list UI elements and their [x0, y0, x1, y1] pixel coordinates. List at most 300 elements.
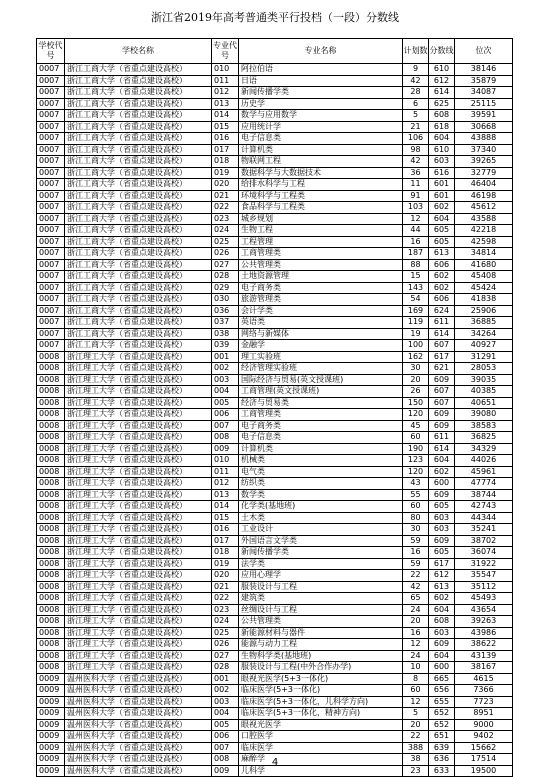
cell-plan-count: 60	[403, 432, 429, 444]
cell-score-line: 603	[429, 512, 455, 524]
cell-major-code: 015	[212, 512, 239, 524]
cell-major-code: 001	[212, 673, 239, 685]
cell-score-line: 614	[429, 87, 455, 99]
cell-major-name: 应用心理学	[239, 570, 403, 582]
cell-score-line: 609	[429, 535, 455, 547]
cell-score-line: 604	[429, 604, 455, 616]
cell-major-code: 023	[212, 604, 239, 616]
cell-rank: 42743	[455, 501, 513, 513]
cell-school-name: 浙江理工大学（省重点建设高校）	[65, 616, 212, 628]
cell-plan-count: 22	[403, 570, 429, 582]
cell-school-code: 0009	[37, 685, 65, 697]
cell-major-name: 化学类(基地班)	[239, 501, 403, 513]
cell-plan-count: 91	[403, 190, 429, 202]
table-row	[37, 581, 513, 593]
cell-school-name: 浙江理工大学（省重点建设高校）	[65, 604, 212, 616]
cell-major-code: 005	[212, 397, 239, 409]
cell-school-code: 0007	[37, 144, 65, 156]
cell-major-name: 电子信息类	[239, 133, 403, 145]
cell-school-name: 浙江工商大学（省重点建设高校）	[65, 271, 212, 283]
cell-school-name: 浙江工商大学（省重点建设高校）	[65, 179, 212, 191]
cell-score-line: 609	[429, 374, 455, 386]
cell-major-code: 003	[212, 374, 239, 386]
table-header-row	[37, 39, 513, 64]
cell-school-name: 浙江工商大学（省重点建设高校）	[65, 98, 212, 110]
cell-major-name: 工程管理	[239, 236, 403, 248]
cell-major-name: 经济管理实验班	[239, 363, 403, 375]
table-row	[37, 731, 513, 743]
cell-major-code: 012	[212, 87, 239, 99]
cell-score-line: 604	[429, 455, 455, 467]
cell-rank: 39035	[455, 374, 513, 386]
cell-school-name: 浙江工商大学（省重点建设高校）	[65, 317, 212, 329]
cell-school-name: 浙江理工大学（省重点建设高校）	[65, 558, 212, 570]
cell-rank: 38702	[455, 535, 513, 547]
cell-score-line: 602	[429, 466, 455, 478]
cell-rank: 25906	[455, 305, 513, 317]
cell-rank: 46404	[455, 179, 513, 191]
cell-plan-count: 24	[403, 650, 429, 662]
cell-rank: 30668	[455, 121, 513, 133]
table-row	[37, 121, 513, 133]
cell-school-name: 浙江理工大学（省重点建设高校）	[65, 420, 212, 432]
table-row	[37, 225, 513, 237]
table-row	[37, 305, 513, 317]
cell-major-code: 027	[212, 259, 239, 271]
cell-major-name: 生物工程	[239, 225, 403, 237]
cell-major-code: 008	[212, 432, 239, 444]
cell-major-code: 015	[212, 121, 239, 133]
table-row	[37, 512, 513, 524]
cell-score-line: 602	[429, 271, 455, 283]
cell-score-line: 655	[429, 696, 455, 708]
cell-school-name: 温州医科大学（省重点建设高校）	[65, 754, 212, 766]
cell-school-code: 0008	[37, 420, 65, 432]
cell-major-code: 019	[212, 167, 239, 179]
cell-major-name: 土木类	[239, 512, 403, 524]
table-row	[37, 420, 513, 432]
cell-school-code: 0008	[37, 501, 65, 513]
cell-plan-count: 119	[403, 317, 429, 329]
cell-school-code: 0008	[37, 489, 65, 501]
cell-major-name: 环境科学与工程类	[239, 190, 403, 202]
cell-school-name: 浙江理工大学（省重点建设高校）	[65, 466, 212, 478]
table-row	[37, 167, 513, 179]
cell-major-code: 021	[212, 581, 239, 593]
cell-major-code: 018	[212, 547, 239, 559]
cell-school-name: 温州医科大学（省重点建设高校）	[65, 685, 212, 697]
cell-school-name: 浙江工商大学（省重点建设高校）	[65, 202, 212, 214]
cell-school-name: 浙江理工大学（省重点建设高校）	[65, 547, 212, 559]
cell-plan-count: 36	[403, 167, 429, 179]
cell-school-name: 浙江理工大学（省重点建设高校）	[65, 639, 212, 651]
table-row	[37, 719, 513, 731]
cell-school-name: 浙江理工大学（省重点建设高校）	[65, 489, 212, 501]
cell-school-name: 浙江工商大学（省重点建设高校）	[65, 225, 212, 237]
cell-major-name: 丝绸设计与工程	[239, 604, 403, 616]
cell-school-name: 浙江理工大学（省重点建设高校）	[65, 570, 212, 582]
table-row	[37, 662, 513, 674]
cell-major-code: 002	[212, 363, 239, 375]
cell-major-name: 应用统计学	[239, 121, 403, 133]
cell-score-line: 656	[429, 685, 455, 697]
cell-school-code: 0009	[37, 765, 65, 777]
cell-rank: 40927	[455, 340, 513, 352]
page-title: 浙江省2019年高考普通类平行投档（一段）分数线	[151, 11, 399, 24]
cell-score-line: 625	[429, 98, 455, 110]
cell-school-code: 0007	[37, 156, 65, 168]
cell-score-line: 603	[429, 627, 455, 639]
cell-school-name: 浙江理工大学（省重点建设高校）	[65, 512, 212, 524]
cell-plan-count: 190	[403, 443, 429, 455]
cell-score-line: 614	[429, 443, 455, 455]
cell-major-name: 外国语言文学类	[239, 535, 403, 547]
cell-plan-count: 388	[403, 742, 429, 754]
cell-plan-count: 22	[403, 731, 429, 743]
cell-major-name: 电子信息类	[239, 432, 403, 444]
table-row	[37, 179, 513, 191]
header-major-code: 专业代号	[212, 39, 239, 64]
cell-rank: 45961	[455, 466, 513, 478]
table-row	[37, 144, 513, 156]
table-row	[37, 202, 513, 214]
cell-major-code: 019	[212, 558, 239, 570]
cell-school-code: 0007	[37, 305, 65, 317]
cell-major-code: 013	[212, 489, 239, 501]
table-row	[37, 558, 513, 570]
cell-score-line: 610	[429, 64, 455, 76]
table-row	[37, 386, 513, 398]
cell-score-line: 604	[429, 133, 455, 145]
cell-score-line: 603	[429, 156, 455, 168]
table-row	[37, 616, 513, 628]
table-row	[37, 156, 513, 168]
cell-major-name: 机械类	[239, 455, 403, 467]
cell-score-line: 610	[429, 144, 455, 156]
cell-school-code: 0008	[37, 547, 65, 559]
cell-score-line: 608	[429, 616, 455, 628]
cell-school-code: 0008	[37, 432, 65, 444]
cell-plan-count: 43	[403, 478, 429, 490]
cell-school-name: 浙江理工大学（省重点建设高校）	[65, 351, 212, 363]
cell-rank: 37340	[455, 144, 513, 156]
cell-major-code: 007	[212, 420, 239, 432]
cell-plan-count: 80	[403, 512, 429, 524]
cell-school-code: 0007	[37, 167, 65, 179]
cell-major-code: 014	[212, 501, 239, 513]
cell-rank: 31922	[455, 558, 513, 570]
cell-school-name: 浙江工商大学（省重点建设高校）	[65, 340, 212, 352]
cell-rank: 36825	[455, 432, 513, 444]
cell-rank: 35112	[455, 581, 513, 593]
cell-rank: 47774	[455, 478, 513, 490]
cell-score-line: 621	[429, 363, 455, 375]
cell-major-name: 阿拉伯语	[239, 64, 403, 76]
cell-plan-count: 60	[403, 501, 429, 513]
cell-school-code: 0007	[37, 294, 65, 306]
cell-score-line: 609	[429, 420, 455, 432]
cell-major-code: 001	[212, 351, 239, 363]
cell-major-code: 024	[212, 616, 239, 628]
cell-school-name: 浙江理工大学（省重点建设高校）	[65, 581, 212, 593]
cell-school-name: 浙江理工大学（省重点建设高校）	[65, 650, 212, 662]
table-row	[37, 696, 513, 708]
table-row	[37, 248, 513, 260]
cell-score-line: 603	[429, 524, 455, 536]
cell-major-name: 麻醉学	[239, 754, 403, 766]
header-major-name: 专业名称	[239, 39, 403, 64]
cell-plan-count: 42	[403, 156, 429, 168]
cell-plan-count: 15	[403, 271, 429, 283]
cell-school-code: 0008	[37, 604, 65, 616]
cell-school-name: 浙江工商大学（省重点建设高校）	[65, 213, 212, 225]
cell-major-code: 010	[212, 64, 239, 76]
table-row	[37, 64, 513, 76]
cell-score-line: 639	[429, 742, 455, 754]
cell-school-code: 0007	[37, 202, 65, 214]
cell-school-code: 0009	[37, 731, 65, 743]
cell-major-name: 建筑类	[239, 593, 403, 605]
cell-major-name: 工业设计	[239, 524, 403, 536]
cell-school-code: 0007	[37, 328, 65, 340]
cell-score-line: 605	[429, 501, 455, 513]
cell-rank: 44344	[455, 512, 513, 524]
cell-school-code: 0007	[37, 213, 65, 225]
cell-school-code: 0008	[37, 593, 65, 605]
cell-school-name: 浙江工商大学（省重点建设高校）	[65, 156, 212, 168]
cell-rank: 34264	[455, 328, 513, 340]
cell-school-name: 温州医科大学（省重点建设高校）	[65, 731, 212, 743]
cell-score-line: 604	[429, 650, 455, 662]
cell-school-name: 浙江工商大学（省重点建设高校）	[65, 236, 212, 248]
cell-school-name: 浙江理工大学（省重点建设高校）	[65, 455, 212, 467]
cell-rank: 41680	[455, 259, 513, 271]
cell-rank: 38583	[455, 420, 513, 432]
cell-major-name: 电子商务类	[239, 420, 403, 432]
cell-major-name: 公共管理类	[239, 616, 403, 628]
cell-school-name: 温州医科大学（省重点建设高校）	[65, 708, 212, 720]
cell-major-name: 电子商务类	[239, 282, 403, 294]
cell-major-name: 旅游管理类	[239, 294, 403, 306]
cell-score-line: 609	[429, 489, 455, 501]
cell-major-code: 027	[212, 650, 239, 662]
cell-school-name: 浙江工商大学（省重点建设高校）	[65, 133, 212, 145]
cell-school-name: 浙江理工大学（省重点建设高校）	[65, 432, 212, 444]
cell-school-name: 浙江工商大学（省重点建设高校）	[65, 305, 212, 317]
cell-major-name: 生物科学类(基地班)	[239, 650, 403, 662]
cell-score-line: 601	[429, 190, 455, 202]
cell-plan-count: 20	[403, 719, 429, 731]
cell-score-line: 606	[429, 259, 455, 271]
cell-rank: 36885	[455, 317, 513, 329]
cell-plan-count: 24	[403, 604, 429, 616]
cell-plan-count: 26	[403, 386, 429, 398]
cell-score-line: 612	[429, 75, 455, 87]
cell-score-line: 633	[429, 765, 455, 777]
cell-school-code: 0008	[37, 627, 65, 639]
cell-major-code: 007	[212, 742, 239, 754]
cell-rank: 45612	[455, 202, 513, 214]
cell-school-code: 0007	[37, 64, 65, 76]
cell-major-code: 023	[212, 213, 239, 225]
cell-plan-count: 16	[403, 547, 429, 559]
cell-major-name: 能源与动力工程	[239, 639, 403, 651]
cell-major-name: 计算机类	[239, 443, 403, 455]
cell-rank: 44026	[455, 455, 513, 467]
cell-school-code: 0008	[37, 512, 65, 524]
cell-rank: 46198	[455, 190, 513, 202]
cell-major-name: 会计学类	[239, 305, 403, 317]
table-row	[37, 351, 513, 363]
table-row	[37, 190, 513, 202]
cell-major-name: 土地资源管理	[239, 271, 403, 283]
cell-major-name: 数学与应用数学	[239, 110, 403, 122]
cell-major-code: 004	[212, 386, 239, 398]
cell-score-line: 652	[429, 708, 455, 720]
cell-rank: 34814	[455, 248, 513, 260]
cell-plan-count: 8	[403, 673, 429, 685]
cell-school-name: 浙江工商大学（省重点建设高校）	[65, 248, 212, 260]
cell-plan-count: 100	[403, 340, 429, 352]
cell-score-line: 602	[429, 202, 455, 214]
cell-major-name: 纺织类	[239, 478, 403, 490]
cell-school-name: 浙江理工大学（省重点建设高校）	[65, 524, 212, 536]
cell-school-name: 浙江工商大学（省重点建设高校）	[65, 259, 212, 271]
cell-school-code: 0007	[37, 282, 65, 294]
cell-major-name: 理工实验班	[239, 351, 403, 363]
cell-rank: 42598	[455, 236, 513, 248]
cell-score-line: 665	[429, 673, 455, 685]
cell-plan-count: 54	[403, 294, 429, 306]
cell-major-name: 服装设计与工程	[239, 581, 403, 593]
table-row	[37, 282, 513, 294]
table-row	[37, 639, 513, 651]
cell-school-code: 0008	[37, 650, 65, 662]
cell-major-code: 005	[212, 719, 239, 731]
cell-school-name: 浙江理工大学（省重点建设高校）	[65, 409, 212, 421]
cell-major-name: 工商管理类	[239, 409, 403, 421]
cell-major-code: 006	[212, 731, 239, 743]
cell-school-code: 0008	[37, 455, 65, 467]
cell-plan-count: 6	[403, 98, 429, 110]
header-school-code: 学校代号	[37, 39, 65, 64]
cell-plan-count: 60	[403, 685, 429, 697]
cell-major-code: 017	[212, 535, 239, 547]
cell-score-line: 607	[429, 397, 455, 409]
cell-plan-count: 5	[403, 110, 429, 122]
cell-major-code: 011	[212, 466, 239, 478]
cell-major-name: 历史学	[239, 98, 403, 110]
cell-major-name: 临床医学(5+3一体化，儿科学方向)	[239, 696, 403, 708]
cell-score-line: 636	[429, 754, 455, 766]
cell-rank: 19500	[455, 765, 513, 777]
cell-plan-count: 9	[403, 64, 429, 76]
table-row	[37, 432, 513, 444]
cell-school-code: 0008	[37, 351, 65, 363]
cell-school-code: 0007	[37, 340, 65, 352]
cell-school-code: 0008	[37, 639, 65, 651]
cell-school-name: 浙江工商大学（省重点建设高校）	[65, 328, 212, 340]
cell-score-line: 609	[429, 639, 455, 651]
cell-major-code: 003	[212, 696, 239, 708]
table-row	[37, 673, 513, 685]
cell-school-code: 0007	[37, 190, 65, 202]
cell-major-name: 食品科学与工程类	[239, 202, 403, 214]
cell-major-code: 016	[212, 524, 239, 536]
cell-major-name: 临床医学	[239, 742, 403, 754]
cell-major-code: 025	[212, 627, 239, 639]
cell-school-code: 0008	[37, 616, 65, 628]
cell-rank: 35241	[455, 524, 513, 536]
cell-rank: 38167	[455, 662, 513, 674]
cell-rank: 38744	[455, 489, 513, 501]
table-row	[37, 271, 513, 283]
table-row	[37, 604, 513, 616]
cell-major-name: 工商管理类	[239, 248, 403, 260]
cell-plan-count: 10	[403, 662, 429, 674]
cell-rank: 7366	[455, 685, 513, 697]
cell-major-code: 006	[212, 409, 239, 421]
cell-rank: 40385	[455, 386, 513, 398]
cell-school-name: 浙江理工大学（省重点建设高校）	[65, 443, 212, 455]
cell-major-name: 国际经济与贸易(英文授课班)	[239, 374, 403, 386]
cell-major-code: 004	[212, 708, 239, 720]
cell-school-code: 0008	[37, 558, 65, 570]
cell-rank: 45408	[455, 271, 513, 283]
cell-rank: 4615	[455, 673, 513, 685]
table-row	[37, 317, 513, 329]
cell-major-name: 法学类	[239, 558, 403, 570]
cell-school-code: 0007	[37, 98, 65, 110]
cell-major-name: 临床医学(5+3一体化，精神方向)	[239, 708, 403, 720]
cell-major-code: 020	[212, 570, 239, 582]
cell-score-line: 618	[429, 121, 455, 133]
cell-major-code: 014	[212, 110, 239, 122]
cell-rank: 15662	[455, 742, 513, 754]
cell-school-code: 0007	[37, 248, 65, 260]
cell-rank: 43139	[455, 650, 513, 662]
table-row	[37, 650, 513, 662]
cell-major-code: 038	[212, 328, 239, 340]
table-row	[37, 259, 513, 271]
cell-score-line: 617	[429, 351, 455, 363]
cell-major-name: 数据科学与大数据技术	[239, 167, 403, 179]
cell-score-line: 600	[429, 478, 455, 490]
cell-plan-count: 21	[403, 121, 429, 133]
cell-rank: 31291	[455, 351, 513, 363]
cell-major-code: 026	[212, 248, 239, 260]
cell-school-name: 浙江工商大学（省重点建设高校）	[65, 64, 212, 76]
cell-score-line: 605	[429, 547, 455, 559]
cell-major-name: 金融学	[239, 340, 403, 352]
cell-school-name: 浙江理工大学（省重点建设高校）	[65, 593, 212, 605]
cell-plan-count: 103	[403, 202, 429, 214]
table-row	[37, 742, 513, 754]
cell-major-code: 022	[212, 593, 239, 605]
cell-major-code: 022	[212, 202, 239, 214]
cell-plan-count: 45	[403, 420, 429, 432]
cell-plan-count: 16	[403, 627, 429, 639]
cell-major-name: 城乡规划	[239, 213, 403, 225]
cell-rank: 9000	[455, 719, 513, 731]
cell-plan-count: 143	[403, 282, 429, 294]
cell-plan-count: 55	[403, 489, 429, 501]
cell-rank: 38622	[455, 639, 513, 651]
page-number: 4	[271, 757, 279, 768]
cell-major-code: 016	[212, 133, 239, 145]
admission-score-table	[36, 38, 513, 777]
table-row	[37, 466, 513, 478]
